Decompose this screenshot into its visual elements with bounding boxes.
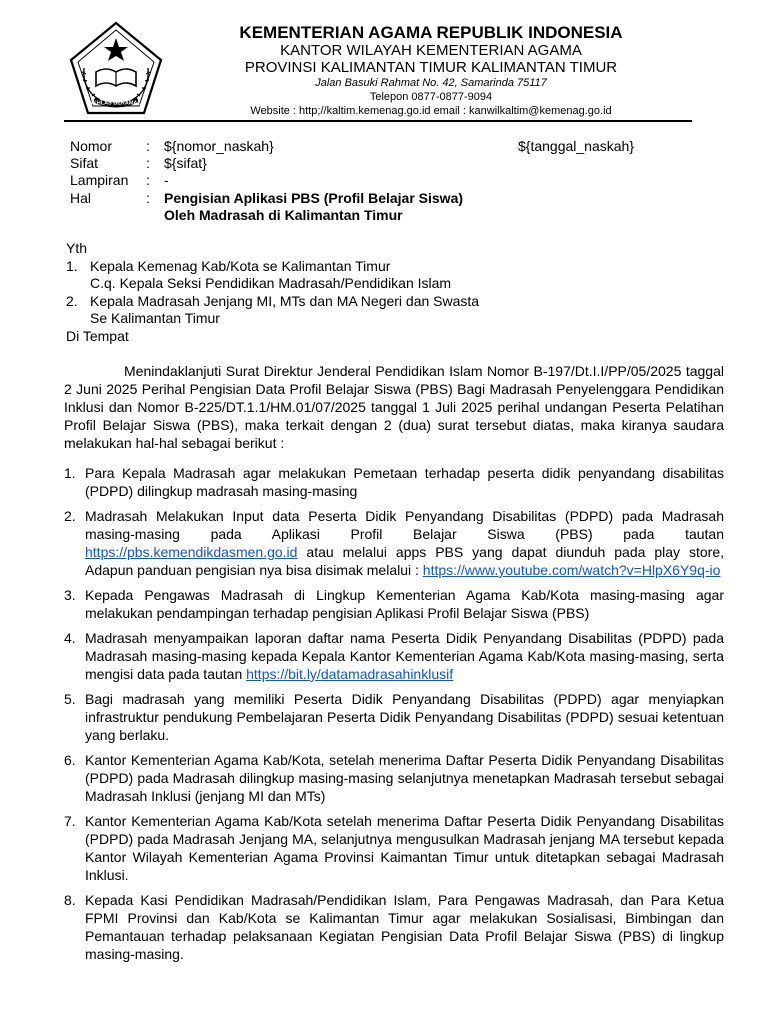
yth: Yth [66, 240, 88, 256]
bitly-link[interactable]: https://bit.ly/datamadrasahinklusif [246, 666, 454, 682]
list-item [64, 812, 724, 884]
nomor-label: Nomor [70, 138, 113, 154]
addressee-2-sub: Se Kalimantan Timur [90, 310, 220, 326]
colon: : [146, 155, 150, 171]
addressee-item [66, 293, 706, 311]
colon: : [146, 190, 150, 206]
addressee-1-sub: C.q. Kepala Seksi Pendidikan Madrasah/Pendidikan Islam [90, 275, 452, 291]
addressee-1: Kepala Kemenag Kab/Kota se Kalimantan Timur [90, 257, 391, 274]
youtube-link[interactable]: https://www.youtube.com/watch?v=HlpX6Y9q-io [422, 562, 721, 578]
intro-paragraph: Menindaklanjuti Surat Direktur Jenderal Pendidikan Islam Nomor B-197/Dt.I.I/PP/05/2025 taggal 2 Juni 2025 Perihal Pengisian Data Profil Belajar Siswa (PBS) Bagi Madrasah Penyelenggara Pendidikan Inklusi dan Nomor B-225/DT.1.1/HM.01/07/2025 tanggal 1 Juli 2025 perihal undangan Peserta Pelatihan Profil Belajar Siswa (PBS), maka terkait dengan 2 (dua) surat tersebut diatas, maka kiranya saudara melakukan hal-hal sebagai berikut : [64, 363, 724, 451]
list-item [64, 464, 724, 500]
sifat-value: ${sifat} [164, 155, 207, 171]
list-item [64, 629, 724, 683]
hal-row [70, 190, 710, 224]
sifat-label: Sifat [70, 155, 99, 171]
item-text-part: atau melalui apps PBS yang dapat diunduh pada play store, Adapun panduan pengisian nya bisa disimak melalui : [85, 544, 724, 578]
pbs-link[interactable]: https://pbs.kemendikdasmen.go.id [85, 544, 298, 560]
item-text: Para Kepala Madrasah agar melakukan Pemetaan terhadap peserta didik penyandang disabilitas (PDPD) dilingkup madrasah masing-masing [85, 465, 724, 499]
logo-motto: IKHLAS BERAMAL [91, 100, 141, 107]
item-number: 8. [64, 892, 76, 908]
item-number: 2. [64, 508, 76, 524]
hal-line-2: Oleh Madrasah di Kalimantan Timur [164, 207, 403, 223]
province-name: PROVINSI KALIMANTAN TIMUR KALIMANTAN TIMUR [244, 59, 618, 76]
item-number: 6. [64, 752, 76, 768]
item-text-part: Madrasah Melakukan Input data Peserta Didik Penyandang Disabilitas (PDPD) pada Madrasah masing-masing pada Aplikasi Profil Belajar Siswa (PBS) pada tautan [85, 508, 724, 542]
office-address: Jalan Basuki Rahmat No. 42, Samarinda 75117 [315, 77, 547, 89]
letterhead-divider [64, 120, 692, 122]
addressee-item [66, 258, 706, 276]
colon: : [146, 172, 150, 188]
item-number: 7. [64, 813, 76, 829]
item-text: Kepada Kasi Pendidikan Madrasah/Pendidikan Islam, Para Pengawas Madrasah, dan Para Ketua FPMI Provinsi dan Kab/Kota se Kalimantan Timur agar melakukan Sosialisasi, Bimbingan dan Pemantauan terhadap pelaksanaan Kegiatan Pengisian Data Profil Belajar Siswa (PBS) di lingkup masing-masing. [85, 892, 724, 962]
lampiran-value: - [164, 172, 169, 188]
item-number: 3. [64, 587, 76, 603]
office-phone: Telepon 0877-0877-9094 [369, 91, 493, 103]
ministry-name: KEMENTERIAN AGAMA REPUBLIK INDONESIA [239, 23, 623, 42]
letter-meta [70, 138, 710, 224]
list-item [64, 891, 724, 963]
list-item [64, 751, 724, 805]
addressee-block [66, 240, 706, 345]
letterhead [196, 24, 666, 117]
instruction-list [64, 464, 724, 963]
letter-body [64, 362, 724, 970]
item-number: 5. [64, 691, 76, 707]
list-item [64, 586, 724, 622]
list-item [64, 690, 724, 744]
item-number: 4. [64, 630, 76, 646]
hal-label: Hal [70, 190, 92, 206]
item-text-part: Madrasah menyampaikan laporan daftar nama Peserta Didik Penyandang Disabilitas (PDPD) pada Madrasah masing-masing kepada Kepala Kantor Kementerian Agama Kab/Kota masing-masing, serta mengisi data pada tautan [85, 630, 724, 682]
item-text: Kantor Kementerian Agama Kab/Kota setelah menerima Daftar Peserta Didik Penyandang Disabilitas (PDPD) pada Madrasah Jenjang MA, selanjutnya mengusulkan Madrasah jenjang MA tersebut kepada Kantor Wilayah Kementerian Agama Provinsi Kaimantan Timur untuk ditetapkan sebagai Madrasah Inklusi. [85, 813, 724, 883]
place: Di Tempat [66, 327, 129, 344]
office-website: Website : http;//kaltim.kemenag.go.id email : kanwilkaltim@kemenag.go.id [250, 105, 612, 117]
lampiran-label: Lampiran [70, 172, 129, 188]
kemenag-logo [66, 20, 166, 120]
nomor-value: ${nomor_naskah} [164, 138, 274, 154]
lampiran-row [70, 172, 710, 189]
item-number: 2. [66, 292, 78, 309]
item-text: Bagi madrasah yang memiliki Peserta Didik Penyandang Disabilitas (PDPD) agar menyiapkan infrastruktur pendukung Pembelajaran Peserta Didik Penyandang Disabilitas (PDPD) sesuai ketentuan yang berlaku. [85, 691, 724, 743]
letter-date: ${tanggal_naskah} [518, 138, 634, 154]
colon: : [146, 138, 150, 154]
office-name: KANTOR WILAYAH KEMENTERIAN AGAMA [280, 42, 582, 59]
item-text: Kantor Kementerian Agama Kab/Kota, setelah menerima Daftar Peserta Didik Penyandang Disabilitas (PDPD) pada Madrasah dilingkup masing-masing selanjutnya menetapkan Madrasah tersebut sebagai Madrasah Inklusi (jenjang MI dan MTs) [85, 752, 724, 804]
sifat-row [70, 155, 710, 172]
hal-value [164, 190, 524, 224]
item-text: Kepada Pengawas Madrasah di Lingkup Kementerian Agama Kab/Kota masing-masing agar melakukan pendampingan terhadap pengisian Aplikasi Profil Belajar Siswa (PBS) [85, 587, 724, 621]
hal-line-1: Pengisian Aplikasi PBS (Profil Belajar Siswa) [164, 190, 464, 206]
item-number: 1. [64, 465, 76, 481]
item-text [85, 507, 724, 579]
item-text [85, 629, 724, 683]
list-item [64, 507, 724, 579]
item-number: 1. [66, 257, 78, 274]
addressee-2: Kepala Madrasah Jenjang MI, MTs dan MA Negeri dan Swasta [90, 292, 480, 309]
